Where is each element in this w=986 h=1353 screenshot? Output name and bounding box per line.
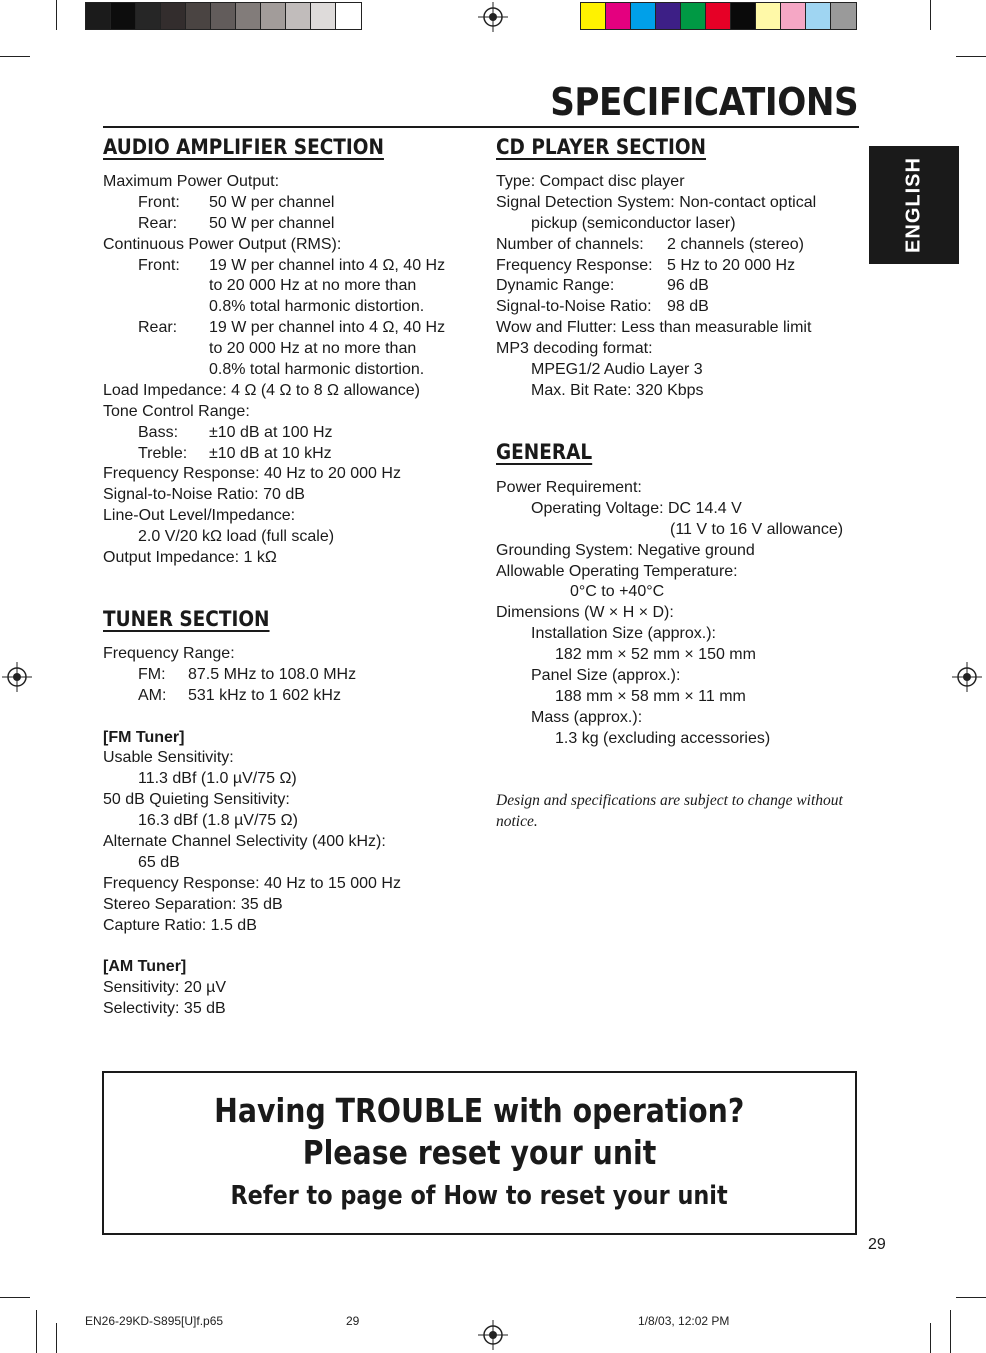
spec-line: Sensitivity: 20 µV	[103, 979, 227, 997]
spec-line: Installation Size (approx.):	[531, 625, 716, 643]
spec-line: Panel Size (approx.):	[531, 667, 681, 685]
color-swatch	[581, 3, 606, 29]
spec-line: 50 dB Quieting Sensitivity:	[103, 791, 290, 809]
spec-line: (11 V to 16 V allowance)	[670, 520, 844, 538]
color-swatch	[756, 3, 781, 29]
spec-line: Line-Out Level/Impedance:	[103, 507, 296, 525]
spec-label: AM:	[138, 686, 167, 704]
spec-line: 0.8% total harmonic distortion.	[209, 298, 425, 316]
footer-date: 1/8/03, 12:02 PM	[638, 1314, 730, 1328]
general-section-heading: GENERAL	[496, 440, 593, 464]
spec-line: Wow and Flutter: Less than measurable limit	[496, 319, 812, 337]
color-swatch	[136, 3, 161, 29]
color-swatch	[236, 3, 261, 29]
color-swatch	[731, 3, 756, 29]
spec-line	[103, 193, 445, 214]
spec-line	[103, 423, 445, 444]
spec-line: Maximum Power Output:	[103, 173, 280, 190]
general-specs	[496, 478, 843, 750]
color-swatch	[311, 3, 336, 29]
spec-label: Front:	[138, 193, 180, 211]
spec-value: 19 W per channel into 4 Ω, 40 Hz	[209, 319, 446, 337]
registration-mark-icon	[478, 1320, 508, 1350]
spec-value: 50 W per channel	[209, 193, 335, 211]
registration-mark-icon	[2, 662, 32, 692]
reset-notice-box	[102, 1071, 857, 1235]
spec-label: Rear:	[138, 319, 178, 337]
cd-section-heading: CD PLAYER SECTION	[496, 135, 707, 159]
spec-label: Bass:	[138, 423, 179, 441]
spec-line	[103, 686, 401, 707]
change-notice: Design and specifications are subject to change without notice.	[496, 792, 843, 830]
spec-line: Tone Control Range:	[103, 402, 250, 420]
spec-line	[103, 214, 445, 235]
spec-line: Output Impedance: 1 kΩ	[103, 549, 277, 567]
spec-line	[103, 665, 401, 686]
crop-mark	[956, 1297, 986, 1298]
spec-line: MP3 decoding format:	[496, 340, 653, 358]
spec-label: Signal-to-Noise Ratio:	[496, 298, 652, 316]
color-swatch	[211, 3, 236, 29]
spec-line	[496, 276, 816, 297]
spec-line: Continuous Power Output (RMS):	[103, 235, 342, 253]
spec-value: 531 kHz to 1 602 kHz	[188, 686, 341, 704]
color-swatch	[336, 3, 361, 29]
audio-specs	[103, 172, 445, 569]
cd-specs	[496, 172, 816, 402]
color-swatch	[656, 3, 681, 29]
color-swatch	[261, 3, 286, 29]
spec-line: pickup (semiconductor laser)	[531, 214, 736, 232]
crop-mark	[0, 56, 30, 57]
spec-value: 50 W per channel	[209, 214, 335, 232]
tuner-section-heading: TUNER SECTION	[103, 607, 270, 631]
spec-line	[496, 297, 816, 318]
spec-line: Allowable Operating Temperature:	[496, 562, 738, 580]
subsection-heading: [FM Tuner]	[103, 728, 185, 746]
spec-line: to 20 000 Hz at no more than	[209, 277, 417, 295]
color-swatch	[111, 3, 136, 29]
spec-value: 2 channels (stereo)	[667, 235, 804, 253]
spec-label: Front:	[138, 256, 180, 274]
spec-line: Dimensions (W × H × D):	[496, 604, 674, 622]
spec-label: Dynamic Range:	[496, 277, 615, 295]
spec-label: FM:	[138, 665, 166, 683]
footer-page: 29	[346, 1314, 360, 1328]
color-swatch	[606, 3, 631, 29]
crop-mark	[930, 0, 931, 30]
spec-line: Frequency Response: 40 Hz to 15 000 Hz	[103, 874, 401, 892]
spec-line: 2.0 V/20 kΩ load (full scale)	[138, 528, 335, 546]
spec-label: Rear:	[138, 214, 178, 232]
color-swatch	[831, 3, 856, 29]
spec-value: 96 dB	[667, 277, 709, 295]
spec-label: Frequency Response:	[496, 256, 653, 274]
color-swatch	[86, 3, 111, 29]
spec-line: 65 dB	[138, 853, 180, 871]
spec-line: Usable Sensitivity:	[103, 749, 234, 767]
spec-line: 0°C to +40°C	[570, 583, 665, 601]
spec-line: Signal Detection System: Non-contact optical	[496, 193, 817, 211]
spec-line: Type: Compact disc player	[496, 173, 685, 190]
color-swatch	[706, 3, 731, 29]
registration-mark-icon	[952, 662, 982, 692]
reset-notice-line2	[104, 1133, 855, 1172]
spec-line	[496, 256, 816, 277]
spec-value: ±10 dB at 10 kHz	[209, 444, 332, 462]
page-title: SPECIFICATIONS	[550, 80, 858, 124]
crop-mark	[0, 1297, 30, 1298]
spec-value: 5 Hz to 20 000 Hz	[667, 256, 796, 274]
spec-line: 1.3 kg (excluding accessories)	[555, 729, 771, 747]
spec-line: Frequency Range:	[103, 645, 235, 662]
spec-line	[103, 256, 445, 277]
spec-value: 87.5 MHz to 108.0 MHz	[188, 665, 357, 683]
spec-line: Grounding System: Negative ground	[496, 541, 755, 559]
color-bar-grayscale	[85, 2, 362, 30]
spec-line: Load Impedance: 4 Ω (4 Ω to 8 Ω allowance)	[103, 381, 420, 399]
spec-line: Power Requirement:	[496, 479, 642, 496]
color-swatch	[681, 3, 706, 29]
color-swatch	[806, 3, 831, 29]
spec-line: 11.3 dBf (1.0 µV/75 Ω)	[138, 770, 297, 788]
spec-line: Selectivity: 35 dB	[103, 1000, 226, 1018]
spec-line	[103, 318, 445, 339]
registration-mark-icon	[478, 2, 508, 32]
spec-line: Signal-to-Noise Ratio: 70 dB	[103, 486, 305, 504]
reset-notice-line1	[104, 1091, 855, 1130]
crop-mark	[56, 1323, 57, 1353]
audio-section-heading: AUDIO AMPLIFIER SECTION	[103, 135, 384, 159]
spec-line: 188 mm × 58 mm × 11 mm	[555, 687, 746, 705]
crop-mark	[956, 56, 986, 57]
spec-line: to 20 000 Hz at no more than	[209, 340, 417, 358]
color-swatch	[161, 3, 186, 29]
color-swatch	[631, 3, 656, 29]
spec-line: Mass (approx.):	[531, 708, 643, 726]
spec-line: 182 mm × 52 mm × 150 mm	[555, 646, 756, 664]
footer-filename: EN26-29KD-S895[U]f.p65	[85, 1314, 224, 1328]
page-number: 29	[868, 1236, 886, 1253]
color-swatch	[186, 3, 211, 29]
spec-label: Number of channels:	[496, 235, 644, 253]
spec-line	[103, 444, 445, 465]
crop-mark	[36, 1310, 37, 1353]
color-swatch	[286, 3, 311, 29]
spec-line: 0.8% total harmonic distortion.	[209, 361, 425, 379]
crop-mark	[56, 0, 57, 30]
reset-notice-text: Refer to page of How to reset your unit	[230, 1181, 729, 1211]
language-tab-label: ENGLISH	[902, 157, 925, 253]
spec-value: 19 W per channel into 4 Ω, 40 Hz	[209, 256, 446, 274]
spec-line: 16.3 dBf (1.8 µV/75 Ω)	[138, 812, 298, 830]
title-divider	[103, 126, 859, 128]
spec-line: Frequency Response: 40 Hz to 20 000 Hz	[103, 465, 401, 483]
spec-line: Stereo Separation: 35 dB	[103, 895, 283, 913]
spec-line: Alternate Channel Selectivity (400 kHz):	[103, 833, 386, 851]
tuner-specs	[103, 644, 401, 1020]
reset-notice-text: Please reset your unit	[302, 1133, 657, 1172]
spec-line: Operating Voltage: DC 14.4 V	[531, 499, 742, 517]
spec-line: MPEG1/2 Audio Layer 3	[531, 361, 703, 379]
reset-notice-text: Having TROUBLE with operation?	[214, 1091, 745, 1130]
spec-value: ±10 dB at 100 Hz	[209, 423, 333, 441]
crop-mark	[950, 1310, 951, 1353]
spec-line: Capture Ratio: 1.5 dB	[103, 916, 257, 934]
color-swatch	[781, 3, 806, 29]
spec-line: Max. Bit Rate: 320 Kbps	[531, 381, 704, 399]
subsection-heading: [AM Tuner]	[103, 958, 187, 976]
color-bar-process	[580, 2, 857, 30]
spec-line	[496, 235, 816, 256]
language-tab	[869, 146, 959, 264]
crop-mark	[930, 1323, 931, 1353]
reset-notice-line3	[104, 1181, 855, 1211]
spec-label: Treble:	[138, 444, 188, 462]
spec-value: 98 dB	[667, 298, 709, 316]
